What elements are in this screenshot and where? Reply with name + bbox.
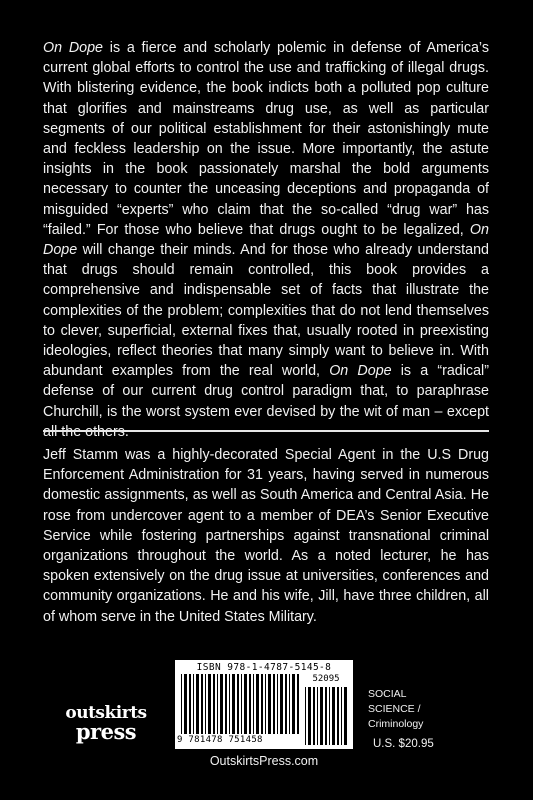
category-line2: SCIENCE / <box>368 703 421 715</box>
isbn-label: ISBN 978-1-4787-5145-8 <box>196 662 332 673</box>
logo-line2: press <box>75 719 137 744</box>
addon-barcode-bars <box>305 687 349 745</box>
blurb-text: will change their minds. And for those who already understand that drugs should remain controlled, this book provides a comprehensive and indispensable set of facts that illustrate the complexities of the problem; complexities that do not lend themselves to clever, superficial, external fixes that, usually rooted in preexisting ideologies, reflect theories that many simply want to believe in. With abundant examples from the real world, <box>43 242 489 380</box>
book-price: U.S. $20.95 <box>373 738 434 750</box>
category-line3: Criminology <box>368 718 424 730</box>
blurb-text: is a fierce and scholarly polemic in defense of America’s current global efforts to control the use and trafficking of illegal drugs. With blistering evidence, the book indicts both a polluted pop culture that glorifies and mainstreams drug use, as well as particular segments of our political establishment for their astonishingly mute and feckless leadership on the issue. More importantly, the astute insights in the book passionately marshal the bold arguments necessary to counter the unceasing deceptions and propaganda of misguided “experts” who claim that the so-called “drug war” has “failed.” For those who believe that drugs ought to be legalized, <box>43 40 489 238</box>
logo-line1: outskirts <box>65 703 147 723</box>
addon-code: 52095 <box>312 674 340 684</box>
book-description <box>43 38 489 442</box>
blurb-text: is a “radical” defense of our current drug control paradigm that, to paraphrase Churchill, is the worst system ever devised by the wit of man – except <box>43 363 489 420</box>
publisher-website: OutskirtsPress.com <box>209 754 319 768</box>
author-bio: Jeff Stamm was a highly-decorated Special Agent in the U.S Drug Enforcement Administration for 31 years, having served in numerous domestic assignments, as well as South America and Central Asia. He rose from undercover agent to a member of DEA’s Senior Executive Service while fostering partnerships against transnational criminal organizations throughout the world. As a noted lecturer, he has spoken extensively on the drug issue at universities, conferences and community organizations. He and his wife, Jill, have three children, all of whom serve in the United States Military. <box>43 447 489 625</box>
category-line1: SOCIAL <box>368 688 407 700</box>
publisher-logo <box>62 705 150 742</box>
ean-digits: 9 781478 751458 <box>177 735 263 745</box>
divider-line <box>43 430 489 432</box>
book-category <box>368 687 448 732</box>
book-title-italic: On Dope <box>43 40 104 56</box>
book-title-italic: On Dope <box>43 221 489 259</box>
ean-barcode-bars <box>181 674 299 734</box>
isbn-barcode <box>175 660 353 749</box>
book-title-italic: On Dope <box>329 363 392 380</box>
